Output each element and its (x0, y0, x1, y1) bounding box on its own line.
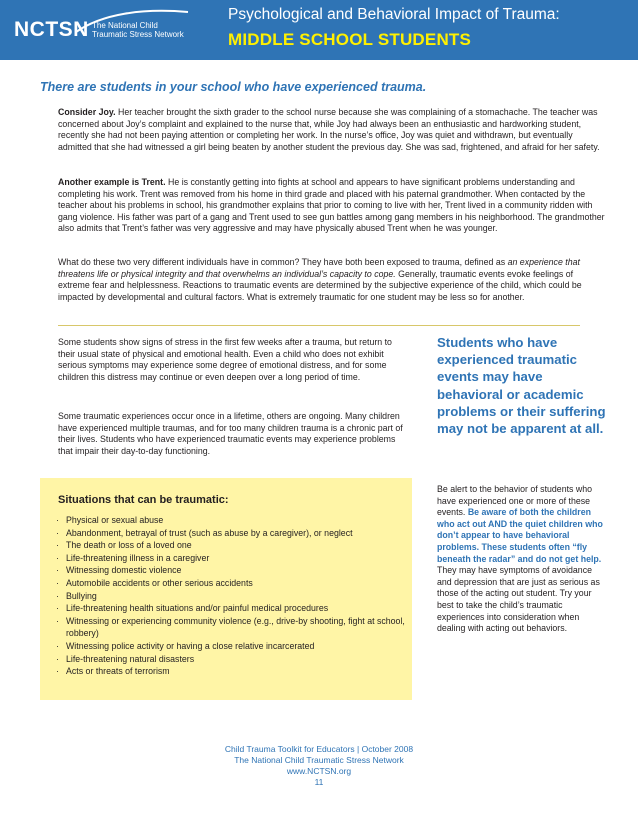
bullet-icon: · (56, 666, 59, 677)
bullet-icon: · (56, 540, 59, 551)
intro-heading: There are students in your school who have experienced trauma. (40, 80, 427, 94)
common-paragraph (58, 257, 606, 303)
bullet-icon: · (56, 552, 59, 563)
bullet-icon: · (56, 577, 59, 588)
right-text-1: Be alert to the behavior of students who have experienced one or more of these events. (437, 484, 593, 518)
list-item: · Life-threatening illness in a caregiver (56, 552, 210, 563)
situations-heading: Situations that can be traumatic: (58, 494, 229, 506)
bullet-icon: · (56, 590, 59, 601)
situations-list (56, 514, 408, 678)
list-item: · The death or loss of a loved one (56, 540, 192, 551)
right-highlight: Be aware of both the children who act out AND the quiet children who don’t appear to have behavioral problems. These students often “fly beneath the radar” and do not get help. (437, 507, 603, 564)
page-footer (0, 744, 638, 788)
list-item: · Witnessing domestic violence (56, 565, 182, 576)
list-item: · Automobile accidents or other serious accidents (56, 577, 253, 588)
joy-paragraph (58, 107, 606, 153)
list-item: · Life-threatening natural disasters (56, 653, 195, 664)
right-text-2: They may have symptoms of avoidance and depression that are just as serious as those of the acting out student. Try your best to take the child’s traumatic experiences into consideration when dealing with acting out behaviors. (437, 565, 600, 634)
list-item: · Witnessing police activity or having a close relative incarcerated (56, 640, 315, 651)
list-item: · Life-threatening health situations and/or painful medical procedures (56, 603, 329, 614)
logo-subtitle-line1: The National Child (92, 21, 158, 30)
page-number: 11 (314, 777, 324, 787)
left-paragraph-1: Some students show signs of stress in the first few weeks after a trauma, but return to their usual state of physical and emotional health. Even a child who does not exhibit serious symptoms may experience some degree of emotional distress, and for some children this distress may continue or even deepen over a long period of time. (58, 337, 392, 382)
page-title: Psychological and Behavioral Impact of Trauma: (228, 6, 560, 23)
list-item: · Bullying (56, 590, 97, 601)
bullet-icon: · (56, 565, 59, 576)
trauma-definition: an experience that threatens life or physical integrity and that overwhelms an individual’s capacity to cope. (58, 257, 580, 279)
bullet-icon: · (56, 640, 59, 651)
trent-text: He is constantly getting into fights at school and appears to have significant problems understanding and completing his work. Trent was removed from his home in third grade and placed with his paternal grandmother. When contacted by the teacher about his problems in school, his grandmother explains that prior to coming to live with her, Trent lived in a community ridden with gang violence. His father was part of a gang and Trent used to see gun battles among gang members in his neighborhood. The grandmother also admits that Trent’s father was very aggressive and may have physically abused Trent when he was younger. (58, 177, 605, 234)
joy-text: Her teacher brought the sixth grader to the school nurse because she was complaining of a stomachache. The teacher was concerned about Joy’s complaint and explained to the nurse that, while Joy had always been an enthusiastic and hardworking student, recently she had not been paying attention or completing her work. In the nurse’s office, Joy was quiet and withdrawn, but eventually admitted that she had witnessed a girl being beaten by another student the previous day. She was sad, frightened, and afraid for her safety. (58, 107, 600, 152)
footer-line1: Child Trauma Toolkit for Educators | October 2008 (224, 744, 414, 754)
situations-box (40, 478, 412, 700)
logo-subtitle-line2: Traumatic Stress Network (92, 30, 184, 39)
common-text-2: Generally, traumatic events evoke feelings of extreme fear and helplessness. Reactions to traumatic events are determined by the subjective experience of the child, which could be impacted by developmental and cultural factors. What is extremely traumatic for one student may be less so for another. (58, 268, 582, 302)
trent-lead: Another example is Trent. (58, 177, 166, 187)
bullet-icon: · (56, 603, 59, 614)
right-column-text (437, 484, 605, 635)
list-item: · Abandonment, betrayal of trust (such as abuse by a caregiver), or neglect (56, 527, 353, 538)
section-divider (58, 325, 580, 326)
trent-paragraph (58, 177, 606, 235)
page-subtitle: MIDDLE SCHOOL STUDENTS (228, 30, 472, 49)
list-item: · Acts or threats of terrorism (56, 666, 170, 677)
bullet-icon: · (56, 615, 59, 626)
footer-line2: The National Child Traumatic Stress Network (234, 755, 404, 765)
bullet-icon: · (56, 527, 59, 538)
bullet-icon: · (56, 515, 59, 525)
nctsn-logo (14, 14, 224, 50)
common-text-1: What do these two very different individuals have in common? They have both been exposed to trauma, defined as (58, 257, 508, 267)
bullet-icon: · (56, 653, 59, 664)
joy-lead: Consider Joy. (58, 107, 116, 117)
list-item: · Physical or sexual abuse (56, 515, 164, 525)
list-item: · Witnessing or experiencing community violence (e.g., drive-by shooting, fight at school, robbery) (56, 615, 405, 639)
callout-quote: Students who have experienced traumatic events may have behavioral or academic problems or their suffering may not be apparent at all. (437, 335, 606, 437)
logo-subtitle (92, 21, 184, 39)
header-banner (0, 0, 638, 60)
logo-text: NCTSN (14, 18, 89, 41)
footer-url[interactable]: www.NCTSN.org (286, 766, 352, 776)
left-paragraph-2: Some traumatic experiences occur once in a lifetime, others are ongoing. Many children have experienced multiple traumas, and for too many children trauma is a chronic part of their lives. Students who have experienced traumatic events may experience problems that impair their day-to-day functioning. (58, 411, 403, 456)
